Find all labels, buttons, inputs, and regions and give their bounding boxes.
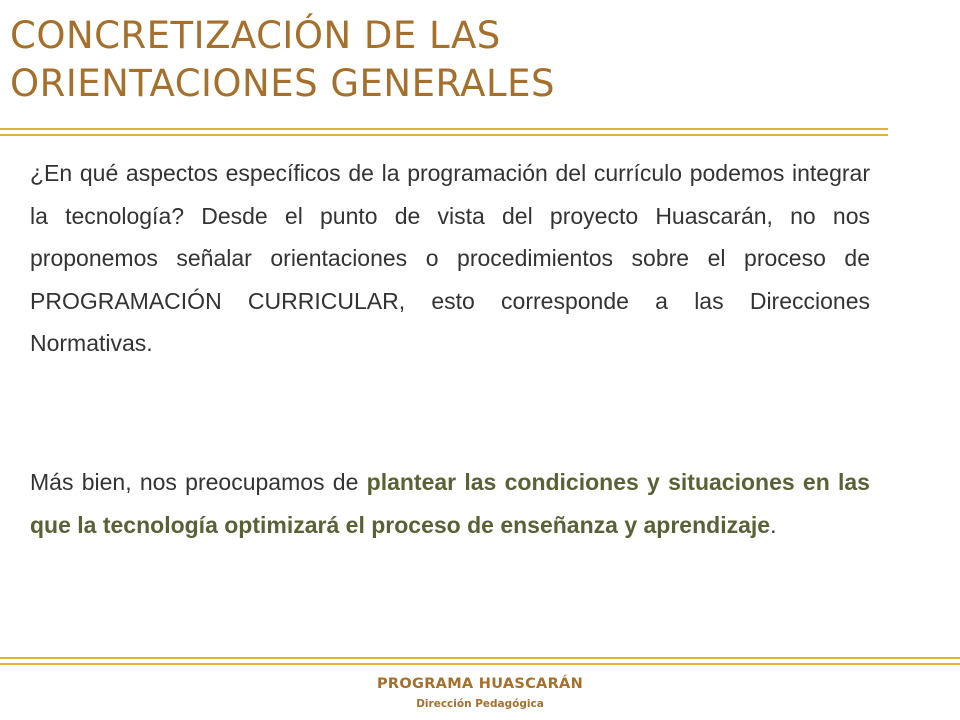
paragraph-approach-lead: Más bien, nos preocupamos de — [30, 469, 367, 495]
footer-divider-bottom — [0, 663, 960, 665]
paragraph-approach-emphasis: plantear las condiciones y situaciones en las que la tecnología optimizará el proceso de enseñanza y aprendizaje — [30, 469, 870, 538]
footer-program-name: PROGRAMA HUASCARÁN — [376, 676, 584, 692]
title-divider-bottom — [0, 134, 888, 136]
slide-title-line-1: CONCRETIZACIÓN DE LAS — [10, 14, 501, 57]
slide-title-line-2: ORIENTACIONES GENERALES — [10, 62, 555, 105]
paragraph-approach-end: . — [770, 511, 777, 538]
slide-title — [10, 12, 910, 108]
footer-department: Dirección Pedagógica — [416, 698, 544, 710]
title-divider-top — [0, 128, 888, 130]
paragraph-question: ¿En qué aspectos específicos de la programación del currículo podemos integrar la tecnología? Desde el punto de vista del proyecto Huascarán, no nos proponemos señalar orientaciones o procedimientos sobre el proceso de PROGRAMACIÓN CURRICULAR, esto corresponde a las Direcciones Normativas. — [30, 160, 870, 356]
footer-divider-top — [0, 657, 960, 659]
paragraph-approach — [30, 461, 870, 546]
